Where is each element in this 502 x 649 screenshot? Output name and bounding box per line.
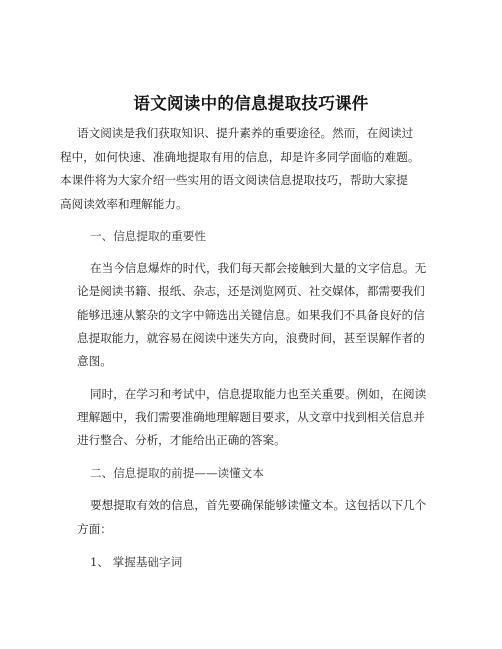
section1-para2-line-1: 同时，在学习和考试中，信息提取能力也至关重要。例如，在阅读 [90,387,427,401]
section1-para2-line-3: 进行整合、分析，才能给出正确的答案。 [77,433,286,447]
section1-line-2: 论是阅读书籍、报纸、杂志，还是浏览网页、社交媒体，都需要我们 [77,284,425,298]
section1-line-1: 在当今信息爆炸的时代，我们每天都会接触到大量的文字信息。无 [90,261,427,275]
section1-line-3: 能够迅速从繁杂的文字中筛选出关键信息。如果我们不具备良好的信 [77,308,425,322]
document-title: 语文阅读中的信息提取技巧课件 [133,94,369,113]
intro-line-4: 高阅读效率和理解能力。 [60,197,188,211]
section1-para2-line-2: 理解题中，我们需要准确地理解题目要求，从文章中找到相关信息并 [77,410,425,424]
intro-line-2: 程中，如何快速、准确地提取有用的信息，却是许多同学面临的难题。 [60,150,420,164]
section2-line-1: 要想提取有效的信息，首先要确保能够读懂文本。这包括以下几个 [90,498,427,512]
intro-line-1: 语文阅读是我们获取知识、提升素养的重要途径。然而，在阅读过 [77,126,414,140]
section-heading-1: 一、信息提取的重要性 [90,229,206,243]
subsection-heading-1: 1、 掌握基础字词 [90,555,183,569]
section1-line-5: 意图。 [77,354,112,368]
section-heading-2: 二、信息提取的前提——读懂文本 [90,466,264,480]
section1-line-4: 息提取能力，就容易在阅读中迷失方向，浪费时间，甚至误解作者的 [77,331,425,345]
section2-line-2: 方面： [77,522,112,536]
intro-line-3: 本课件将为大家介绍一些实用的语文阅读信息提取技巧，帮助大家提 [60,173,408,187]
